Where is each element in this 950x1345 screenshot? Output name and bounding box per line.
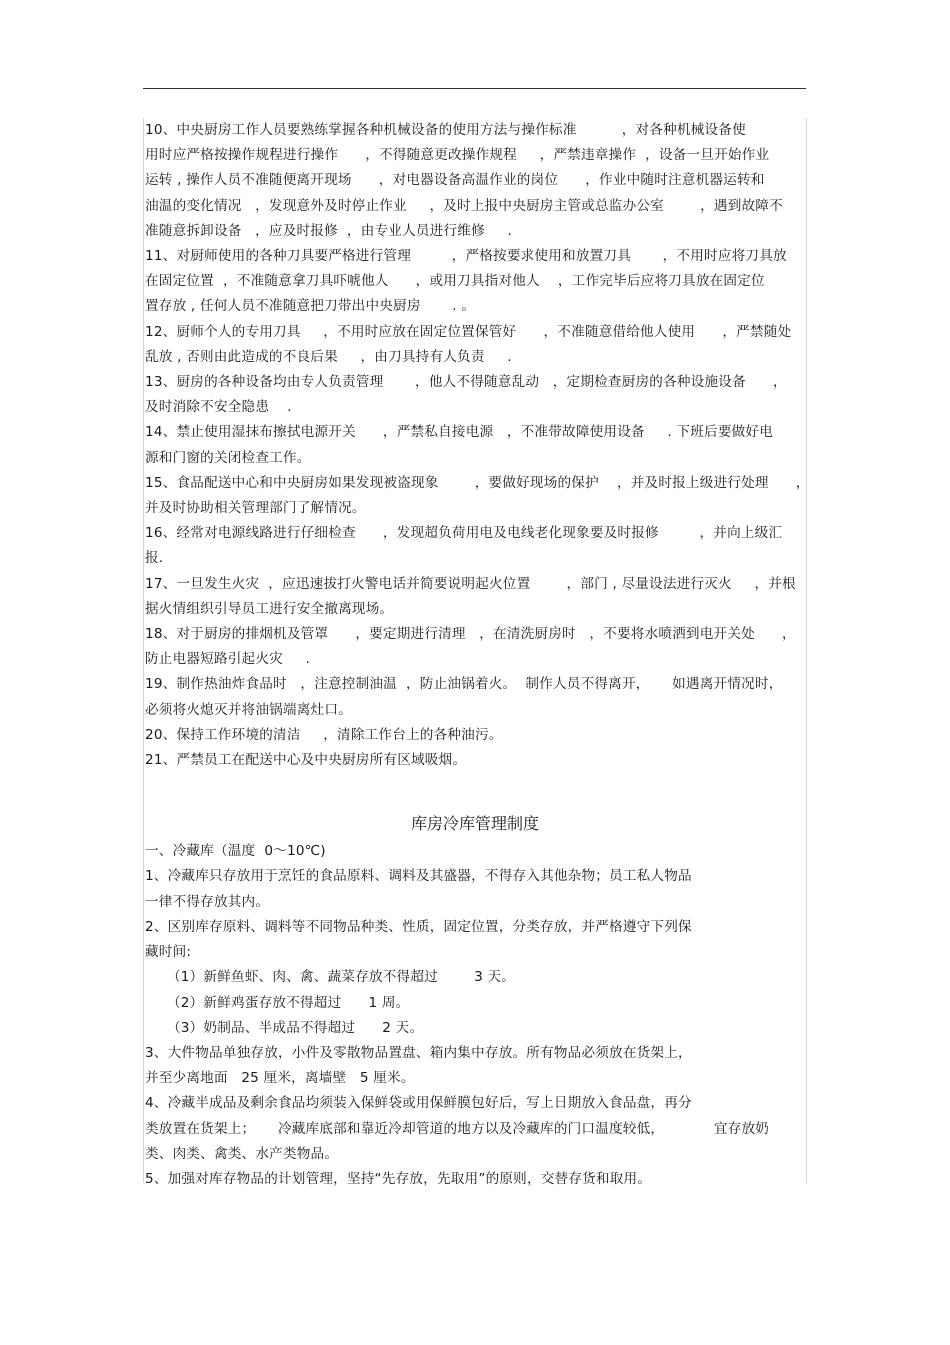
rule-line: 11、对厨师使用的各种刀具要严格进行管理 ，严格按要求使用和放置刀具 ，不用时应将刀具放 (145, 248, 787, 265)
rule-line: 3、大件物品单独存放，小件及零散物品置盘、箱内集中存放。所有物品必须放在货架上， (145, 1044, 692, 1061)
rule-line: 15、食品配送中心和中央厨房如果发现被盗现象 ，要做好现场的保护 ，并及时报上级进行处理 ， (145, 474, 810, 491)
rule-line: 20、保持工作环境的清洁 ，清除工作台上的各种油污。 (145, 726, 503, 743)
rule-line: 乱放 , 否则由此造成的不良后果 ，由刀具持有人负责 . (145, 348, 512, 365)
storage-time-item: （1）新鲜鱼虾、肉、禽、蔬菜存放不得超过 3 天。 (167, 969, 516, 986)
rule-line: 10、中央厨房工作人员要熟练掌握各种机械设备的使用方法与操作标准 ，对各种机械设备使 (145, 122, 746, 138)
section-spacer (145, 773, 815, 801)
rule-line: 14、禁止使用湿抹布擦拭电源开关 ，严禁私自接电源 ，不准带故障使用设备 . 下班后要做好电 (145, 424, 773, 441)
rule-line: 16、经常对电源线路进行仔细检查 ，发现超负荷用电及电线老化现象要及时报修 ，并向上级汇 (145, 525, 783, 542)
rule-line: 必须将火熄灭并将油锅端离灶口。 (145, 701, 352, 718)
rule-line: 21、严禁员工在配送中心及中央厨房所有区域吸烟。 (145, 752, 467, 769)
rule-line: 一律不得存放其内。 (145, 893, 270, 910)
storage-time-item: （3）奶制品、半成品不得超过 2 天。 (167, 1019, 424, 1036)
rule-line: 类放置在货架上； 冷藏库底部和靠近冷却管道的地方以及冷藏库的门口温度较低， 宜存放奶 (145, 1120, 770, 1137)
cold-storage-rules-list (145, 839, 815, 1192)
document-body (145, 118, 815, 1192)
section-title: 库房冷库管理制度 (410, 814, 539, 834)
rule-line: 一、冷藏库（温度 0～10℃) (145, 843, 326, 860)
storage-time-item: （2）新鲜鸡蛋存放不得超过 1 周。 (167, 994, 410, 1011)
rule-line: 12、厨师个人的专用刀具 ，不用时应放在固定位置保管好 ，不准随意借给他人使用 ，严禁随处 (145, 323, 792, 340)
rule-line: 准随意拆卸设备 ，应及时报修 ，由专业人员进行维修 . (145, 222, 512, 239)
rule-line: 13、厨房的各种设备均由专人负责管理 ，他人不得随意乱动 ，定期检查厨房的各种设施设备 ， (145, 374, 787, 391)
rule-line: 在固定位置 ，不准随意拿刀具吓唬他人 ，或用刀具指对他人 ，工作完毕后应将刀具放在固定位 (145, 273, 765, 290)
rule-line: 1、冷藏库只存放用于烹饪的食品原料、调料及其盛器，不得存入其他杂物；员工私人物品 (145, 868, 692, 885)
rule-line: 藏时间: (145, 944, 192, 961)
rule-line: 并及时协助相关管理部门了解情况。 (145, 500, 366, 517)
left-border-line (143, 118, 144, 1183)
rule-line: 19、制作热油炸食品时 ，注意控制油温 ，防止油锅着火。 制作人员不得离开， 如遇离开情况时， (145, 676, 783, 693)
rule-line: 运转 , 操作人员不准随便离开现场 ，对电器设备高温作业的岗位 ，作业中随时注意机器运转和 (145, 172, 765, 189)
rule-line: 17、一旦发生火灾 ，应迅速拔打火警电话并简要说明起火位置 ，部门 , 尽量设法进行灭火 ，并根 (145, 575, 796, 592)
header-rule (143, 88, 806, 89)
rule-line: 源和门窗的关闭检查工作。 (145, 449, 311, 466)
rule-line: 类、肉类、禽类、水产类物品。 (145, 1145, 339, 1162)
rule-line: 置存放 , 任何人员不准随意把刀带出中央厨房 . 。 (145, 298, 476, 315)
rule-line: 据火情组织引导员工进行安全撤离现场。 (145, 600, 394, 617)
rule-line: 用时应严格按操作规程进行操作 ，不得随意更改操作规程 ，严禁违章操作 ，设备一旦开始作业 (145, 147, 770, 164)
rule-line: 并至少离地面 25 厘米，离墙壁 5 厘米。 (145, 1070, 415, 1087)
rule-line: 2、区别库存原料、调料等不同物品种类、性质，固定位置，分类存放，并严格遵守下列保 (145, 918, 692, 935)
rule-line: 5、加强对库存物品的计划管理，坚持“先存放，先取用”的原则，交替存货和取用。 (145, 1170, 652, 1187)
kitchen-rules-list (145, 118, 815, 773)
rule-line: 4、冷藏半成品及剩余食品均须装入保鲜袋或用保鲜膜包好后，写上日期放入食品盘，再分 (145, 1095, 692, 1112)
rule-line: 及时消除不安全隐患 . (145, 399, 292, 416)
rule-line: 报. (145, 550, 164, 567)
rule-line: 防止电器短路引起火灾 . (145, 651, 311, 668)
rule-line: 18、对于厨房的排烟机及管罩 ，要定期进行清理 ，在清洗厨房时 ，不要将水喷洒到电开关处 ， (145, 626, 796, 643)
rule-line: 油温的变化情况 ，发现意外及时停止作业 ，及时上报中央厨房主管或总监办公室 ，遇到故障不 (145, 197, 783, 214)
